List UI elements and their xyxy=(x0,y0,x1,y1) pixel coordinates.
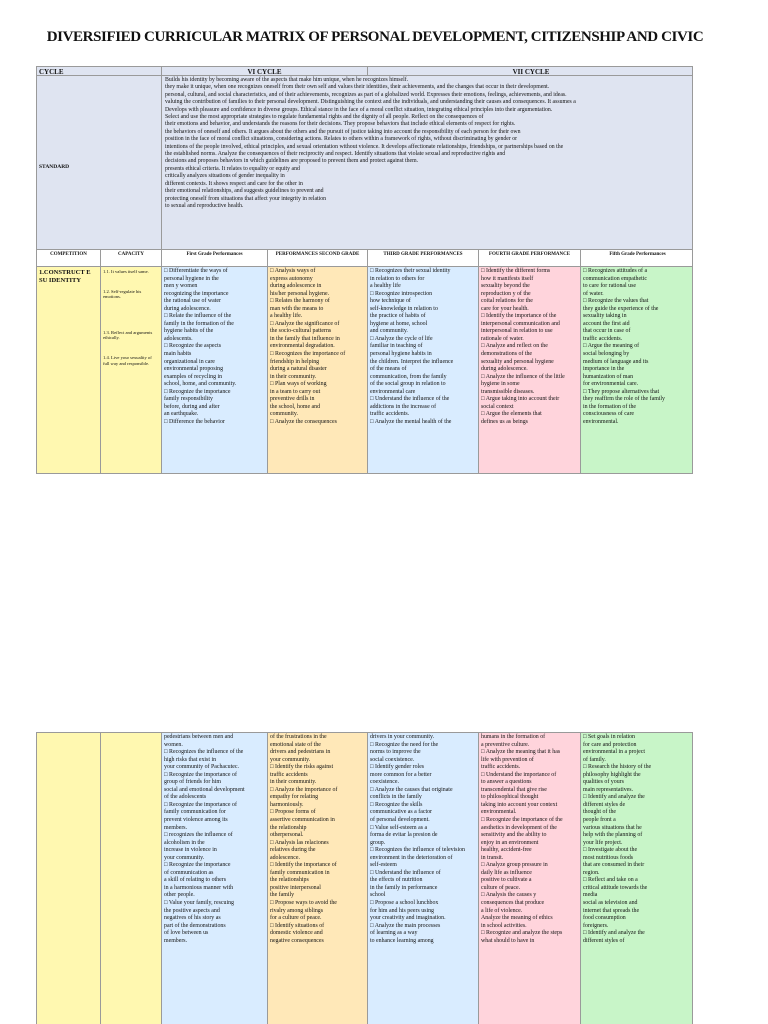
standard-line: the established norms. Analyze the consequences of their reciprocity and respect. Identify situations that violate sexual and reproductive rights and xyxy=(165,151,506,158)
standard-line: presents ethical criteria. It relates to equality or equity and xyxy=(165,165,300,172)
performance-line: adolescents. xyxy=(164,335,193,342)
performance-line: taking into account your context xyxy=(481,801,558,808)
performance-line: □ Recognize the values that xyxy=(583,298,649,305)
performance-line: importance in the xyxy=(583,366,625,373)
performance-line: □ Identify and analyze the xyxy=(583,930,645,937)
performance-line: □ Value self-esteem as a xyxy=(370,824,428,831)
performance-line: norms to improve the xyxy=(370,749,421,756)
performance-line: sexuality taking in xyxy=(583,313,627,320)
performance-line: conflicts in the family xyxy=(370,794,422,801)
performance-line: positive interpersonal xyxy=(270,884,321,891)
performance-line: Analyze the meaning of ethics xyxy=(481,915,553,922)
performance-line: internet that spreads the xyxy=(583,907,640,914)
capacity-cell-cont xyxy=(100,733,161,1024)
performance-line: demonstrations of the xyxy=(481,351,533,358)
performance-line: the practice of habits of xyxy=(370,313,426,320)
standard-line: different contexts. It shows respect and care for the other in xyxy=(165,180,303,187)
performance-line: □ Recognize the importance xyxy=(164,388,231,395)
performance-line: social and emotional development xyxy=(164,786,245,793)
performance-line: examples of recycling in xyxy=(164,373,223,380)
performance-line: □ Recognize the need for the xyxy=(370,741,439,748)
performance-line: an earthquake. xyxy=(164,411,199,418)
performance-line: □ Difference the behavior xyxy=(164,418,225,425)
performance-line: members. xyxy=(164,937,188,944)
grade1-header: First Grade Performances xyxy=(161,250,267,267)
performance-line: assertive communication in xyxy=(270,817,335,824)
performance-line: daily life as influence xyxy=(481,869,532,876)
performance-line: reproduction y of the xyxy=(481,290,531,297)
performance-line: group. xyxy=(370,839,386,846)
performance-line: positive to cultivate a xyxy=(481,877,532,884)
competence-title: 1.CONSTRUCT E SU IDENTITY xyxy=(39,269,91,284)
performance-line: traffic accidents. xyxy=(481,764,521,771)
performance-line: □ They propose alternatives that xyxy=(583,388,660,395)
standard-label: STANDARD xyxy=(37,76,161,250)
performance-line: your community of Pachacutec. xyxy=(164,764,239,771)
performance-line: communicative as a factor xyxy=(370,809,432,816)
grade4-header: FOURTH GRADE PERFORMANCE xyxy=(478,250,580,267)
performance-line: □ Argue the meaning of xyxy=(583,343,640,350)
performance-line: during adolescence. xyxy=(481,366,528,373)
performance-line: main habits xyxy=(164,351,192,358)
performance-line: communication, from the family xyxy=(370,373,447,380)
performance-line: harmoniously. xyxy=(270,801,304,808)
performance-line: of the means of xyxy=(370,366,407,373)
performance-line: □ Analyze group pressure in xyxy=(481,862,548,869)
performance-line: □ Recognize the importance of xyxy=(164,771,237,778)
performance-line: a healthy life xyxy=(370,283,401,290)
performance-line: interpersonal communication and xyxy=(481,320,560,327)
grade2-performances-cont xyxy=(267,733,367,1024)
capacity-item: 1.1. It values itself same. xyxy=(103,269,149,274)
performance-line: pedestrians between men and xyxy=(164,734,234,740)
performance-line: self-knowledge in relation to xyxy=(370,305,438,312)
performance-line: recognizing the importance xyxy=(164,290,229,297)
performance-line: healthy, accident-free xyxy=(481,847,532,854)
performance-line: in relation to others for xyxy=(370,275,425,282)
performance-line: qualities of yours xyxy=(583,779,624,786)
performance-line: self-esteem xyxy=(370,862,397,869)
performance-line: □ Relates the harmony of xyxy=(270,298,330,305)
performance-line: the school, home and xyxy=(270,403,321,410)
performance-line: what should to have in xyxy=(481,937,535,944)
performance-line: □ Plan ways of working xyxy=(270,381,327,388)
performance-line: of the social group in relation to xyxy=(370,381,446,388)
performance-line: a healthy life. xyxy=(270,313,303,320)
performance-line: during adolescence in xyxy=(270,283,322,290)
performance-line: defines us as beings xyxy=(481,418,528,425)
performance-line: □ Recognize introspection xyxy=(370,290,433,297)
performance-line: for care and protection xyxy=(583,741,637,748)
performance-line: they reaffirm the role of the family xyxy=(583,396,665,403)
performance-line: region. xyxy=(583,869,600,876)
performance-line: family in the formation of the xyxy=(164,320,234,327)
performance-line: hygiene in some xyxy=(481,381,520,388)
performance-line: school, home, and community. xyxy=(164,381,237,388)
performance-line: personal hygiene habits in xyxy=(370,351,432,358)
performance-line: the relationships xyxy=(270,877,309,884)
standard-line: the behaviors of oneself and others. It argues about the others and the pursuit of justice taking into account the responsibility of each person for their own xyxy=(165,128,521,135)
performance-line: care for your health. xyxy=(481,305,529,312)
performance-line: communication empathetic xyxy=(583,275,647,282)
performance-line: consciousness of care xyxy=(583,411,635,418)
performance-line: foreigners. xyxy=(583,922,609,929)
capacity-item: 1.4. Live your sexuality of full way and responsible. xyxy=(103,354,152,366)
performance-line: express autonomy xyxy=(270,275,313,282)
performance-line: □ Understand the influence of the xyxy=(370,396,450,403)
performance-line: □ Propose forms of xyxy=(270,809,316,816)
performance-line: of learning as a way xyxy=(370,930,418,937)
performance-line: media xyxy=(583,892,598,899)
performance-line: sexuality beyond the xyxy=(481,283,530,290)
vii-cycle-header: VII CYCLE xyxy=(367,67,693,76)
performance-line: they guide the experience of the xyxy=(583,305,659,312)
performance-line: □ Recognizes the influence of television xyxy=(370,847,465,854)
performance-line: □ Recognizes attitudes of a xyxy=(583,268,648,274)
performance-line: familiar in teaching of xyxy=(370,343,423,350)
grade3-performances xyxy=(367,267,478,474)
curricular-matrix-table xyxy=(36,66,693,474)
performance-line: addictions in the increase of xyxy=(370,403,437,410)
performance-line: food consumption xyxy=(583,915,626,922)
performance-line: school xyxy=(370,892,386,899)
performance-line: □ Reflect and take on a xyxy=(583,877,638,884)
performance-line: □ Set goals in relation xyxy=(583,734,635,740)
capacity-list xyxy=(101,267,161,382)
performance-line: your community. xyxy=(164,854,205,861)
standard-line: protecting oneself from situations that affect your integrity in relation xyxy=(165,195,327,202)
performance-line: social belonging by xyxy=(583,351,630,358)
performance-line: different styles of xyxy=(583,937,625,944)
standard-line: critically analyzes situations of gender inequality in xyxy=(165,173,285,180)
performance-line: of the frustrations in the xyxy=(270,734,327,740)
performance-line: forma de evitar la presion de xyxy=(370,832,438,839)
performance-line: women. xyxy=(164,741,183,748)
performance-line: □ Argue the elements that xyxy=(481,411,542,418)
performance-line: to enhance learning among xyxy=(370,937,434,944)
performance-line: life with prevention of xyxy=(481,756,534,763)
performance-line: transmissible diseases. xyxy=(481,388,535,395)
performance-line: relatives during the xyxy=(270,847,316,854)
performance-line: traffic accidents xyxy=(270,771,308,778)
performance-line: social context xyxy=(481,403,514,410)
performance-line: for environmental care. xyxy=(583,381,639,388)
performance-line: humanization of man xyxy=(583,373,634,380)
performance-line: thought of the xyxy=(583,809,617,816)
grade5-header: Fifth Grade Performances xyxy=(580,250,693,267)
performance-line: members. xyxy=(164,824,188,831)
performance-line: enjoy in an environment xyxy=(481,839,539,846)
capacity-item: 1.3. Reflect and arguments ethically. xyxy=(103,329,153,341)
performance-line: humans in the formation of xyxy=(481,734,546,740)
performance-line: transcendental that give rise xyxy=(481,786,547,793)
performance-line: of water. xyxy=(583,290,604,297)
performance-line: to care for rational use xyxy=(583,283,636,290)
standard-text xyxy=(161,76,693,250)
performance-line: □ Analyze the mental health of the xyxy=(370,418,452,425)
curricular-matrix-continuation xyxy=(36,732,693,1024)
performance-line: family communication in xyxy=(270,869,330,876)
performance-line: of personal development. xyxy=(370,817,430,824)
grade3-performances-cont xyxy=(367,733,478,1024)
performance-line: □ Understand the influence of xyxy=(370,869,441,876)
standard-line: Develops with pleasure and confidence in diverse groups. Ethical stance in the face of a moral conflict situation, integrating ethical principles into their argumentation. xyxy=(165,106,553,113)
performance-line: in the family in performance xyxy=(370,884,438,891)
performance-line: □ Recognize the importance of the xyxy=(481,817,563,824)
standard-line: Builds his identity by becoming aware of the aspects that make him unique, when he recognizes himself. xyxy=(165,77,409,83)
grade5-performances xyxy=(580,267,693,474)
performance-line: a life of violence. xyxy=(481,907,523,914)
performance-line: sexuality and personal hygiene xyxy=(481,358,554,365)
performance-line: critical attitude towards the xyxy=(583,884,648,891)
performance-line: hygiene at home, school xyxy=(370,320,428,327)
performance-line: of love between us xyxy=(164,930,209,937)
performance-line: □ Analyze the significance of xyxy=(270,320,340,327)
performance-line: coital relations for the xyxy=(481,298,533,305)
performance-line: for him and his peers using xyxy=(370,907,434,914)
standard-line: Select and use the most appropriate strategies to regulate fundamental rights and the dignity of all people. Reflect on the consequences of xyxy=(165,114,484,121)
capacity-item: 1.2. Self-regulate his emotions. xyxy=(103,288,142,300)
standard-line: personal, cultural, and social characteristics, and of their achievements, recognizes as part of a globalized world. Expresses their emotions, feelings, achievements, and ideas. xyxy=(165,91,567,98)
performance-line: empathy for relating xyxy=(270,794,319,801)
performance-line: philosophy highlight the xyxy=(583,771,641,778)
performance-line: otherpersonal. xyxy=(270,832,304,839)
performance-line: other people. xyxy=(164,892,195,899)
performance-line: that occur in case of xyxy=(583,328,631,335)
performance-line: in a team to carry out xyxy=(270,388,321,395)
performance-line: □ Identify the importance of xyxy=(270,862,337,869)
standard-line: position in the face of moral conflict situations, considering actions. Relates to others within a framework of rights, without discriminating by gender or xyxy=(165,136,518,143)
performance-line: □ Research the history of the xyxy=(583,764,652,771)
performance-line: during a natural disaster xyxy=(270,366,327,373)
performance-line: account the first aid xyxy=(583,320,630,327)
performance-line: for a culture of peace. xyxy=(270,915,322,922)
performance-line: man with the means to xyxy=(270,305,324,312)
performance-line: □ Recognizes their sexual identity xyxy=(370,268,451,274)
performance-line: drivers and pedestrians in xyxy=(270,749,331,756)
performance-line: □ Analysis the causes y xyxy=(481,892,537,899)
performance-line: □ Analyze the main processes xyxy=(370,922,441,929)
performance-line: to philosophical thought xyxy=(481,794,539,801)
performance-line: your life project. xyxy=(583,839,623,846)
performance-line: group of friends for him xyxy=(164,779,221,786)
performance-line: of family. xyxy=(583,756,606,763)
capacity-cell xyxy=(100,267,161,474)
standard-line: their emotional relationships, and suggests guidelines to prevent and xyxy=(165,188,324,195)
performance-line: of the adolescents xyxy=(164,794,207,801)
performance-line: people front a xyxy=(583,817,616,824)
performance-line: environmental proposing xyxy=(164,366,224,373)
performance-line: to answer a questions xyxy=(481,779,532,786)
performance-line: in their community. xyxy=(270,779,317,786)
performance-line: □ Investigate about the xyxy=(583,847,638,854)
performance-line: different styles de xyxy=(583,801,626,808)
performance-line: □ Analyze the consequences xyxy=(270,418,337,425)
performance-line: your creativity and imagination. xyxy=(370,915,446,922)
performance-line: □ recognizes the influence of xyxy=(164,832,233,839)
performance-line: □ Understand the importance of xyxy=(481,771,557,778)
performance-line: □ Identify the importance of the xyxy=(481,313,557,320)
performance-line: the relationship xyxy=(270,824,307,831)
performance-line: culture of peace. xyxy=(481,884,521,891)
grade2-performances xyxy=(267,267,367,474)
performance-line: □ Relate the influence of the xyxy=(164,313,232,320)
performance-line: □ Identify situations of xyxy=(270,922,325,929)
performance-line: □ Analyze the cycle of life xyxy=(370,335,433,342)
performance-line: □ Identify gender roles xyxy=(370,764,425,771)
grade1-performances-cont xyxy=(161,733,267,1024)
performance-line: □ Recognize and analyze the steps xyxy=(481,930,563,937)
cycle-header: CYCLE xyxy=(37,67,161,76)
grade4-performances xyxy=(478,267,580,474)
performance-line: environmental in a project xyxy=(583,749,645,756)
performance-line: the positive aspects and xyxy=(164,907,220,914)
performance-line: □ Recognize the aspects xyxy=(164,343,222,350)
performance-line: traffic accidents. xyxy=(583,335,623,342)
performance-line: environmental degradation. xyxy=(270,343,335,350)
performance-line: of communication as xyxy=(164,869,214,876)
performance-line: the socio-cultural patterns xyxy=(270,328,332,335)
grade3-header: THIRD GRADE PERFORMANCES xyxy=(367,250,478,267)
performance-line: □ Argue taking into account their xyxy=(481,396,560,403)
performance-line: environmental. xyxy=(583,418,619,425)
performance-line: □ Identify and analyze the xyxy=(583,794,645,801)
performance-line: the family xyxy=(270,892,295,899)
competence-cell xyxy=(37,267,100,474)
performance-line: in the family that influence in xyxy=(270,335,340,342)
performance-line: family responsibility xyxy=(164,396,213,403)
competence-cell-cont xyxy=(37,733,100,1024)
performance-line: rationale of water. xyxy=(481,335,524,342)
performance-line: negative consequences xyxy=(270,937,324,944)
performance-line: before, during and after xyxy=(164,403,220,410)
performance-line: main representatives. xyxy=(583,786,634,793)
performance-line: a skill of relating to others xyxy=(164,877,227,884)
performance-line: □ Value your family, rescuing xyxy=(164,900,234,907)
performance-line: the children. Interpret the influence xyxy=(370,358,454,365)
performance-line: environmental care xyxy=(370,388,416,395)
performance-line: preventive drills in xyxy=(270,396,315,403)
performance-line: his/her personal hygiene. xyxy=(270,290,330,297)
performance-line: increase in violence in xyxy=(164,847,217,854)
grade5-performances-cont xyxy=(580,733,693,1024)
performance-line: social as television and xyxy=(583,900,638,907)
performance-line: and community. xyxy=(370,328,408,335)
performance-line: in the formation of the xyxy=(583,403,637,410)
performance-line: in school activities. xyxy=(481,922,527,929)
standard-line: to sexual and reproductive health. xyxy=(165,202,244,209)
performance-line: □ Analysis las relaciones xyxy=(270,839,329,846)
performance-line: various situations that he xyxy=(583,824,642,831)
performance-line: most nutritious foods xyxy=(583,854,634,861)
performance-line: men y women xyxy=(164,283,198,290)
performance-line: domestic violence and xyxy=(270,930,323,937)
performance-line: consequences that produce xyxy=(481,900,545,907)
performance-line: community. xyxy=(270,411,298,418)
performance-line: rivalry among siblings xyxy=(270,907,324,914)
performance-line: □ Analyze the meaning that it has xyxy=(481,749,561,756)
capacity-header: CAPACITY xyxy=(100,250,161,267)
performance-line: during adolescence. xyxy=(164,305,211,312)
performance-line: □ Recognizes the influence of the xyxy=(164,749,244,756)
performance-line: more common for a better xyxy=(370,771,432,778)
performance-line: environment in the deterioration of xyxy=(370,854,453,861)
performance-line: interpersonal in relation to use xyxy=(481,328,553,335)
standard-line: decisions and proposes behaviors in which guidelines are proposed to prevent them and protect against them. xyxy=(165,158,419,165)
performance-line: organizational in care xyxy=(164,358,215,365)
performance-line: □ Recognize the importance of xyxy=(164,801,237,808)
performance-line: the rational use of water xyxy=(164,298,221,305)
performance-line: □ Analyze the causes that originate xyxy=(370,786,453,793)
performance-line: the effects of nutrition xyxy=(370,877,423,884)
performance-line: □ Identify the different forms xyxy=(481,268,551,274)
performance-line: □ Identify the risks against xyxy=(270,764,334,771)
performance-line: □ Propose a school lunchbox xyxy=(370,900,439,907)
page-title: DIVERSIFIED CURRICULAR MATRIX OF PERSONAL DEVELOPMENT, CITIZENSHIP AND CIVIC xyxy=(46,29,704,45)
standard-line: intentions of the people involved, ethical principles, and sexual orientation without violence. It develops affectionate relationships, friendships, or partnerships based on the xyxy=(165,143,564,150)
performance-line: in their community. xyxy=(270,373,317,380)
performance-line: □ Analyze the influence of the little xyxy=(481,373,565,380)
performance-line: sensitivity and the ability to xyxy=(481,832,547,839)
performance-line: medium of language and its xyxy=(583,358,649,365)
performance-line: □ Propose ways to avoid the xyxy=(270,900,337,907)
vi-cycle-header: VI CYCLE xyxy=(161,67,367,76)
performance-line: hygiene habits of the xyxy=(164,328,214,335)
performance-line: □ Analyze and reflect on the xyxy=(481,343,548,350)
performance-line: personal hygiene in the xyxy=(164,275,219,282)
performance-line: your community. xyxy=(270,756,311,763)
grade2-header: PERFORMANCES SECOND GRADE xyxy=(267,250,367,267)
performance-line: □ Recognizes the importance of xyxy=(270,351,346,358)
performance-line: family communication for xyxy=(164,809,226,816)
performance-line: adolescence. xyxy=(270,854,300,861)
performance-line: traffic accidents. xyxy=(370,411,410,418)
performance-line: in transit. xyxy=(481,854,504,861)
performance-line: friendship in helping xyxy=(270,358,320,365)
performance-line: in a harmonious manner with xyxy=(164,884,234,891)
performance-line: coexistence. xyxy=(370,779,399,786)
performance-line: □ Recognize the skills xyxy=(370,801,423,808)
performance-line: environmental. xyxy=(481,809,517,816)
performance-line: □ Analyze the importance of xyxy=(270,786,338,793)
grade1-performances xyxy=(161,267,267,474)
standard-line: they make it unique, when one recognizes oneself from their own self and values their identities, their achievements, and the changes that occur in their development. xyxy=(165,84,550,91)
competition-header: COMPETITION xyxy=(37,250,100,267)
performance-line: part of the demonstrations xyxy=(164,922,226,929)
performance-line: □ Analysis ways of xyxy=(270,268,316,274)
performance-line: emotional state of the xyxy=(270,741,321,748)
performance-line: □ Differentiate the ways of xyxy=(164,268,228,274)
performance-line: aesthetics in development of the xyxy=(481,824,557,831)
performance-line: negatives of his story as xyxy=(164,915,221,922)
performance-line: □ Recognize the importance xyxy=(164,862,231,869)
grade4-performances-cont xyxy=(478,733,580,1024)
performance-line: that are consumed in their xyxy=(583,862,645,869)
performance-line: high risks that exist in xyxy=(164,756,217,763)
performance-line: a preventive culture. xyxy=(481,741,530,748)
standard-line: their emotions and behavior, and understands the reasons for their decisions. They propose behaviors that include ethical elements of respect for rights. xyxy=(165,121,516,128)
performance-line: drivers in your community. xyxy=(370,734,435,740)
standard-line: valuing the contribution of families to their personal development. Distinguishing the context and the individuals, and understanding their causes and consequences. It assumes a xyxy=(165,99,576,106)
performance-line: how it manifests itself xyxy=(481,275,534,282)
performance-line: social coexistence. xyxy=(370,756,415,763)
performance-line: how technique of xyxy=(370,298,411,305)
performance-line: prevent violence among its xyxy=(164,817,228,824)
performance-line: alcoholism in the xyxy=(164,839,205,846)
performance-line: help with the planning of xyxy=(583,832,643,839)
